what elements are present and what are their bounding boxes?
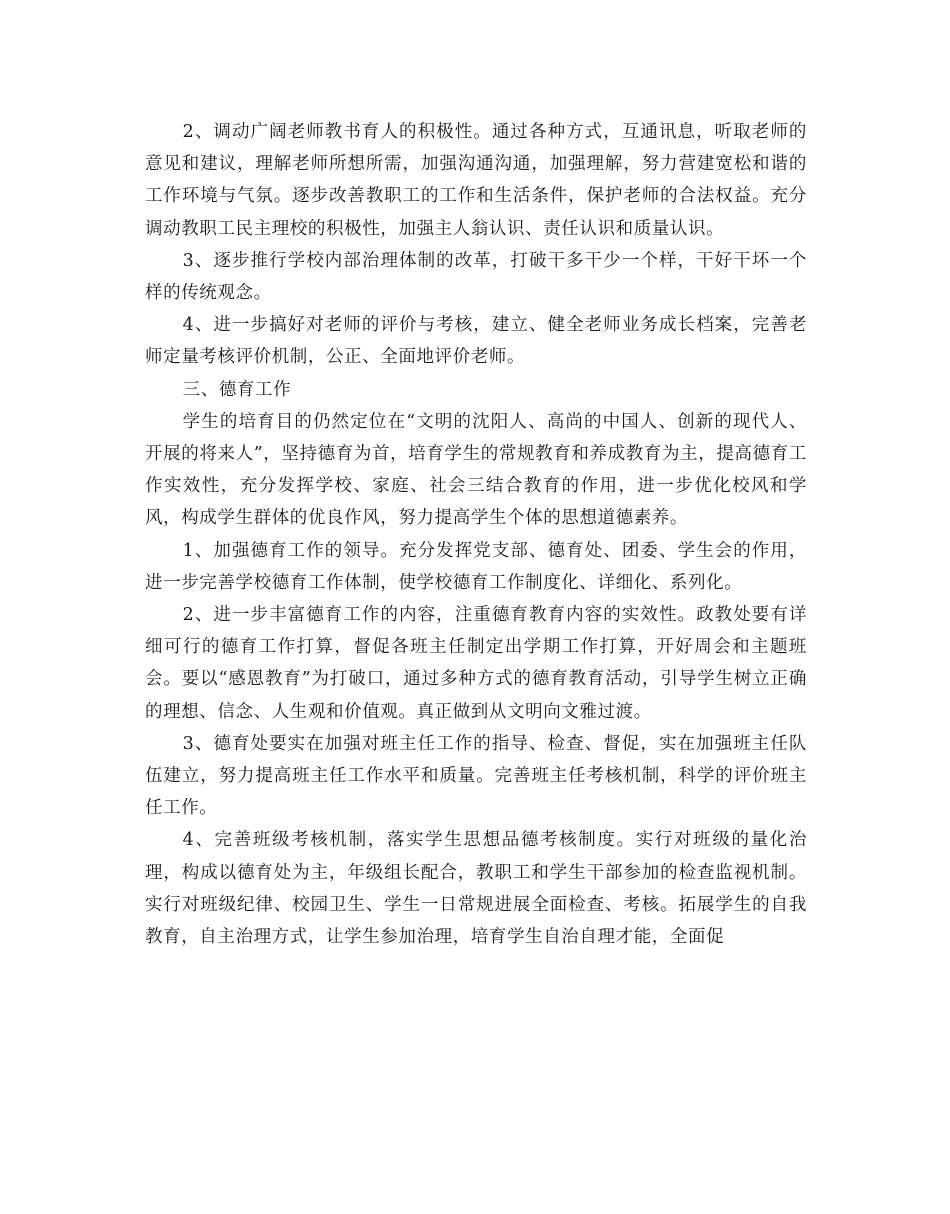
paragraph-teacher-evaluation: 4、进一步搞好对老师的评价与考核，建立、健全老师业务成长档案，完善老师定量考核评价机制，公正、全面地评价老师。	[145, 315, 807, 368]
paragraph-class-assessment: 4、完善班级考核机制，落实学生思想品德考核制度。实行对班级的量化治理，构成以德育处为主，年级组长配合，教职工和学生干部参加的检查监视机制。实行对班级纪律、校园卫生、学生一日常规进展全面检查、考核。拓展学生的自我教育，自主治理方式，让学生参加治理，培育学生自治自理才能，全面促	[145, 830, 807, 948]
paragraph-teacher-motivation: 2、调动广阔老师教书育人的积极性。通过各种方式，互通讯息，听取老师的意见和建议，理解老师所想所需，加强沟通沟通，加强理解，努力营建宽松和谐的工作环境与气氛。逐步改善教职工的工作和生活条件，保护老师的合法权益。充分调动教职工民主理校的积极性，加强主人翁认识、责任认识和质量认识。	[145, 122, 807, 239]
paragraph-moral-leadership: 1、加强德育工作的领导。充分发挥党支部、德育处、团委、学生会的作用，进一步完善学校德育工作体制，使学校德育工作制度化、详细化、系列化。	[145, 540, 807, 593]
document-body	[145, 116, 807, 953]
paragraph-moral-content: 2、进一步丰富德育工作的内容，注重德育教育内容的实效性。政教处要有详细可行的德育工作打算，督促各班主任制定出学期工作打算，开好周会和主题班会。要以“感恩教育”为打破口，通过多种方式的德育教育活动，引导学生树立正确的理想、信念、人生观和价值观。真正做到从文明向文雅过渡。	[145, 605, 807, 722]
paragraph-moral-education-goal: 学生的培育目的仍然定位在“文明的沈阳人、高尚的中国人、创新的现代人、开展的将来人”，坚持德育为首，培育学生的常规教育和养成教育为主，提高德育工作实效性，充分发挥学校、家庭、社会三结合教育的作用，进一步优化校风和学风，构成学生群体的优良作风，努力提高学生个体的思想道德素养。	[145, 411, 807, 529]
paragraph-management-reform: 3、逐步推行学校内部治理体制的改革，打破干多干少一个样，干好干坏一个样的传统观念。	[145, 250, 807, 304]
section-heading-moral-education: 三、德育工作	[182, 379, 292, 400]
paragraph-head-teacher-guidance: 3、德育处要实在加强对班主任工作的指导、检查、督促，实在加强班主任队伍建立，努力提高班主任工作水平和质量。完善班主任考核机制，科学的评价班主任工作。	[145, 733, 807, 819]
